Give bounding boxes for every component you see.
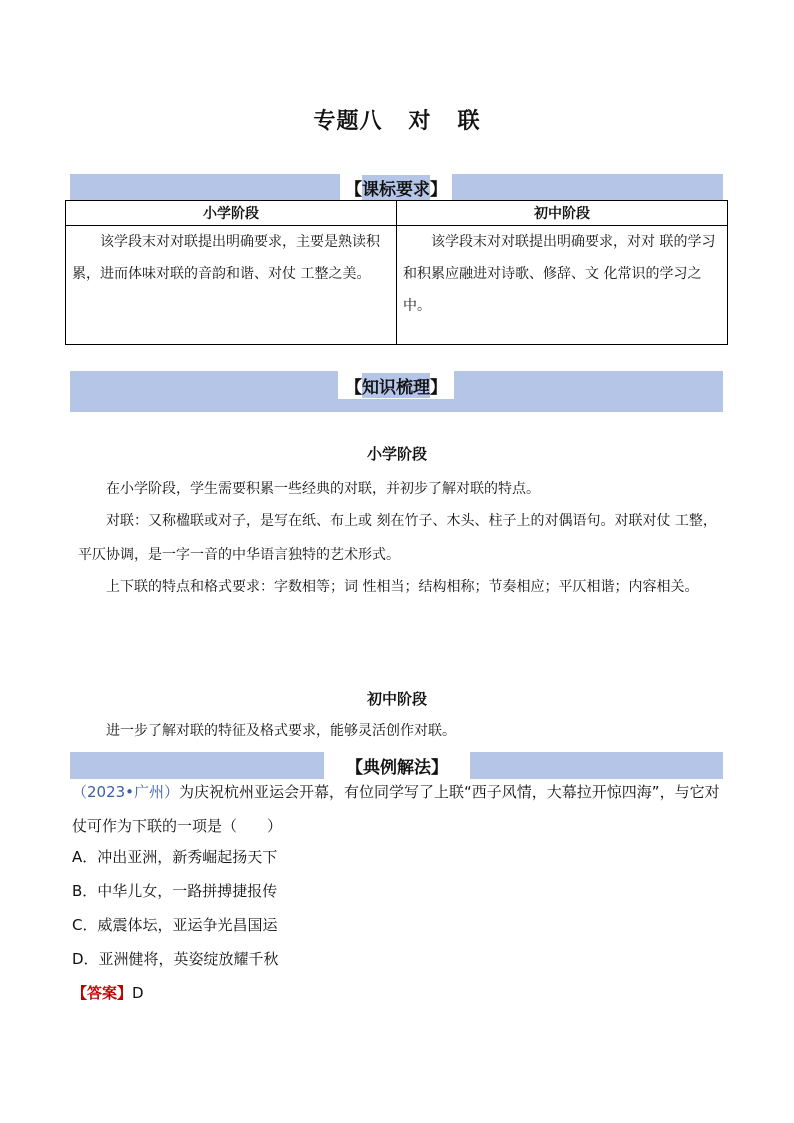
- option-c: C．威震体坛，亚运争光昌国运: [72, 916, 278, 934]
- junior-stage-heading: 初中阶段: [366, 690, 427, 708]
- option-d: D．亚洲健将，英姿绽放耀千秋: [72, 950, 279, 968]
- junior-paragraph: 进一步了解对联的特征及格式要求，能够灵活创作对联。: [106, 723, 456, 739]
- section-label-standards: 【 课标要求 】: [340, 174, 452, 200]
- table-row: [66, 226, 728, 345]
- answer-line: [72, 982, 144, 1003]
- section-label-examples: 【 典例解法 】: [324, 752, 470, 779]
- primary-paragraph: 上下联的特点和格式要求：字数相等；词 性相当；结构相称；节奏相应；平仄相谐；内容相关。: [106, 579, 699, 595]
- section-band-knowledge: [70, 371, 723, 412]
- section-label-knowledge: 【 知识梳理 】: [338, 371, 454, 399]
- table-header-row: [66, 201, 728, 226]
- primary-paragraph: 在小学阶段，学生需要积累一些经典的对联，并初步了解对联的特点。: [106, 481, 540, 497]
- answer-label: 【答案】: [72, 984, 133, 1002]
- answer-value: D: [132, 984, 144, 1002]
- table-cell-primary: 该学段末对对联提出明确要求，主要是熟读积累，进而体味对联的音韵和谐、对仗 工整之美。: [66, 226, 397, 345]
- question-source: （2023•广州）: [72, 783, 180, 801]
- primary-stage-heading: 小学阶段: [366, 445, 427, 463]
- option-a: A．冲出亚洲，新秀崛起扬天下: [72, 848, 278, 866]
- table-header-junior: 初中阶段: [397, 201, 728, 226]
- option-b: B．中华儿女，一路拼搏捷报传: [72, 882, 278, 900]
- section-band-standards: [70, 174, 723, 200]
- requirements-table: [65, 200, 728, 345]
- primary-paragraph: 对联：又称楹联或对子，是写在纸、布上或 刻在竹子、木头、柱子上的对偶语句。对联对仗 工整，平仄协调，是一字一音的中华语言独特的艺术形式。: [78, 513, 717, 563]
- table-cell-junior: 该学段末对对联提出明确要求，对对 联的学习和积累应融进对诗歌、修辞、文 化常识的学习之中。: [397, 226, 728, 345]
- example-question: [72, 775, 722, 843]
- question-stem: 为庆祝杭州亚运会开幕，有位同学写了上联“西子风情，大幕拉开惊四海”，与它对仗可作为下联的一项是（ ）: [72, 783, 720, 835]
- table-header-primary: 小学阶段: [66, 201, 397, 226]
- page-title: 专题八 对 联: [313, 109, 481, 134]
